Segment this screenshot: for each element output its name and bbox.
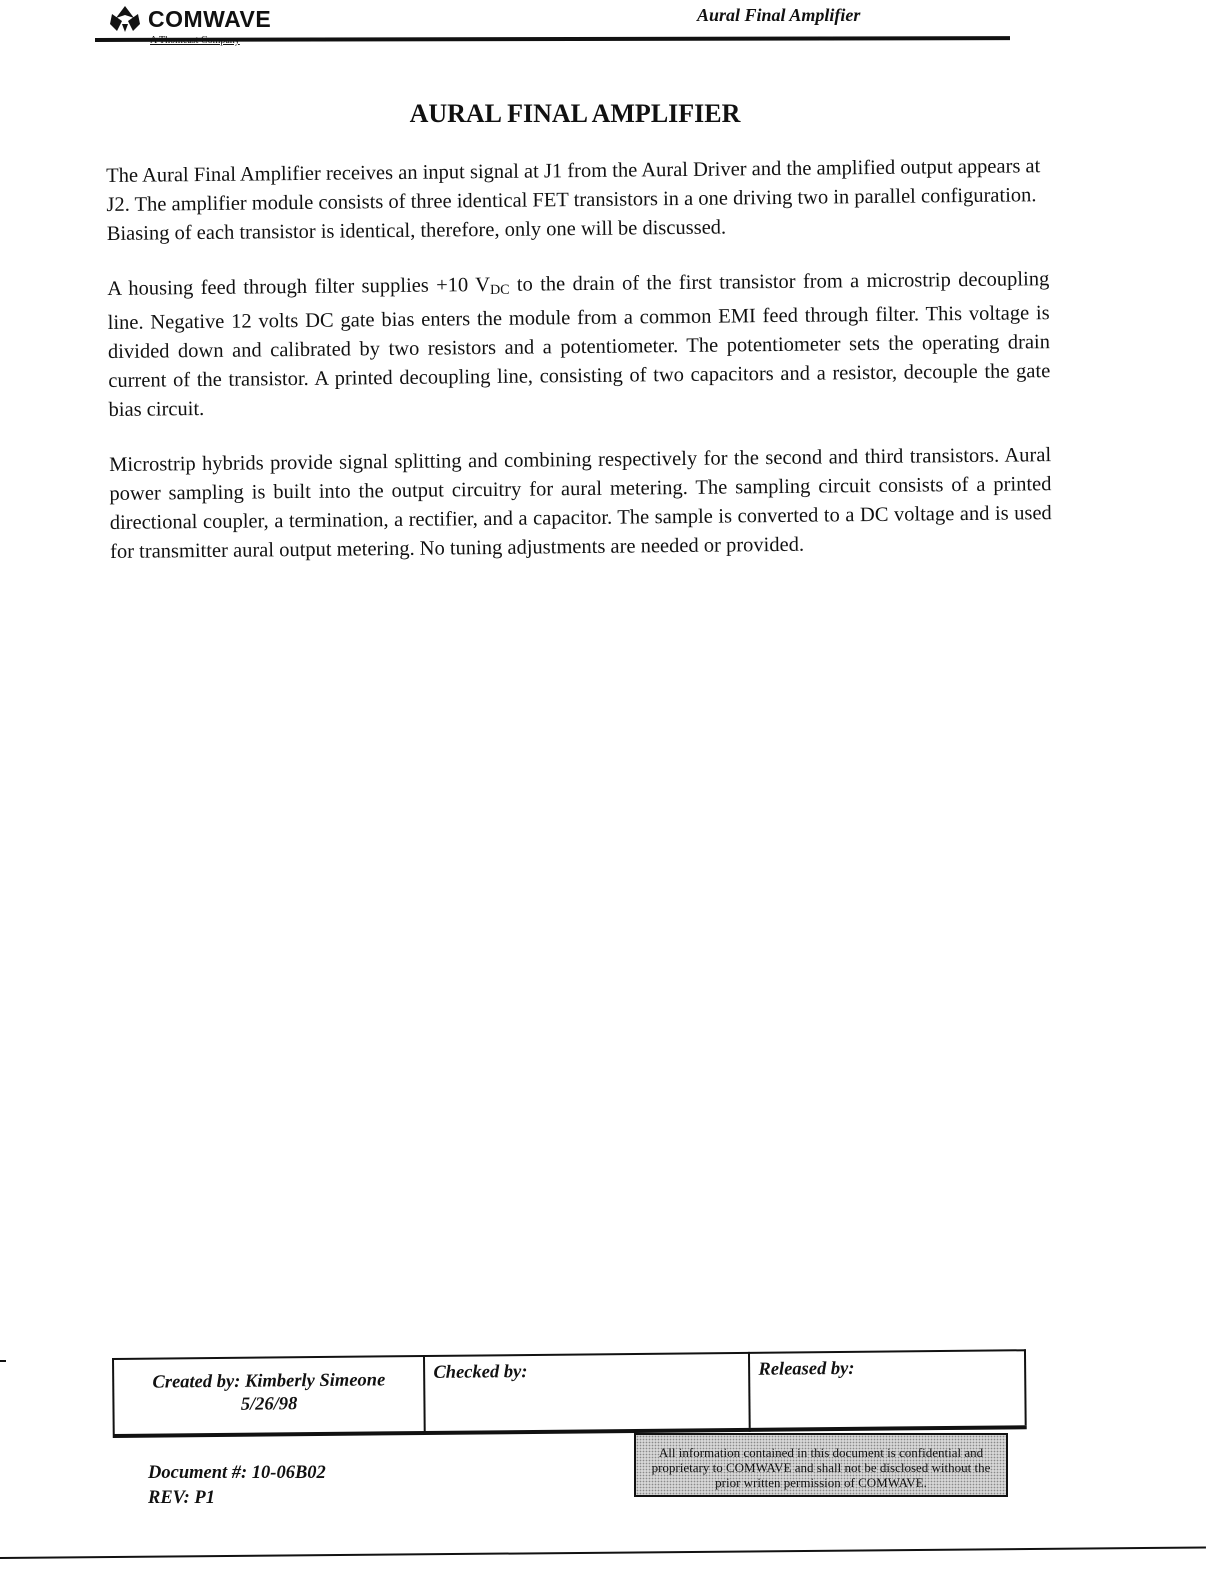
confidential-notice: All information contained in this document is confidential and proprietary to COMWAVE and shall not be disclosed without the prior written permission of COMWAVE. xyxy=(634,1433,1008,1497)
checked-by-cell xyxy=(424,1353,750,1433)
company-name: COMWAVE xyxy=(148,5,272,32)
paragraph-2-rest: to the drain of the first transistor from a microstrip decoupling line. Negative 12 volts DC gate bias enters the module from a common EMI feed through filter. This voltage is divided down and calibrated by two resistors and a potentiometer. The potentiometer sets the operating drain current of the transistor. A printed decoupling line, consisting of two capacitors and a resistor, decouple the gate bias circuit. xyxy=(107,268,1051,421)
created-by-label: Created by: Kimberly Simeone xyxy=(152,1370,386,1393)
document-body xyxy=(106,152,1052,593)
signature-table xyxy=(112,1349,1027,1438)
checked-by-label: Checked by: xyxy=(433,1362,528,1383)
paragraph-3: Microstrip hybrids provide signal splitting and combining respectively for the second and third transistors. Aural power sampling is built into the output circuitry for aural metering. The sampling circuit consists of a printed directional coupler, a termination, a rectifier, and a capacitor. The sample is converted to a DC voltage and is used for transmitter aural output metering. No tuning adjustments are needed or provided. xyxy=(109,444,1052,563)
page-title: AURAL FINAL AMPLIFIER xyxy=(409,99,741,128)
document-info xyxy=(148,1461,326,1511)
created-date: 5/26/98 xyxy=(240,1394,298,1415)
scan-edge-line xyxy=(0,1546,1206,1559)
company-logo xyxy=(108,4,271,34)
revision: REV: P1 xyxy=(148,1488,215,1508)
scan-artifact xyxy=(0,1360,6,1362)
released-by-label: Released by: xyxy=(758,1358,855,1380)
paragraph-1: The Aural Final Amplifier receives an input signal at J1 from the Aural Driver and the amplified output appears at J2. The amplifier module consists of three identical FET transistors in a one driving two in parallel configuration. Biasing of each transistor is identical, therefore, only one will be discussed. xyxy=(106,155,1041,245)
paragraph-2-start: A housing feed through filter supplies +10 V xyxy=(107,273,491,300)
comwave-logo-icon xyxy=(108,4,142,34)
paragraph-2-subscript: DC xyxy=(489,282,510,298)
running-title: Aural Final Amplifier xyxy=(697,5,861,25)
signature-row xyxy=(113,1350,1026,1436)
released-by-cell xyxy=(749,1350,1025,1430)
paragraph-2 xyxy=(107,265,1051,425)
header-divider xyxy=(95,36,1010,42)
created-by-cell xyxy=(113,1356,425,1436)
document-number: Document #: 10-06B02 xyxy=(148,1463,326,1483)
